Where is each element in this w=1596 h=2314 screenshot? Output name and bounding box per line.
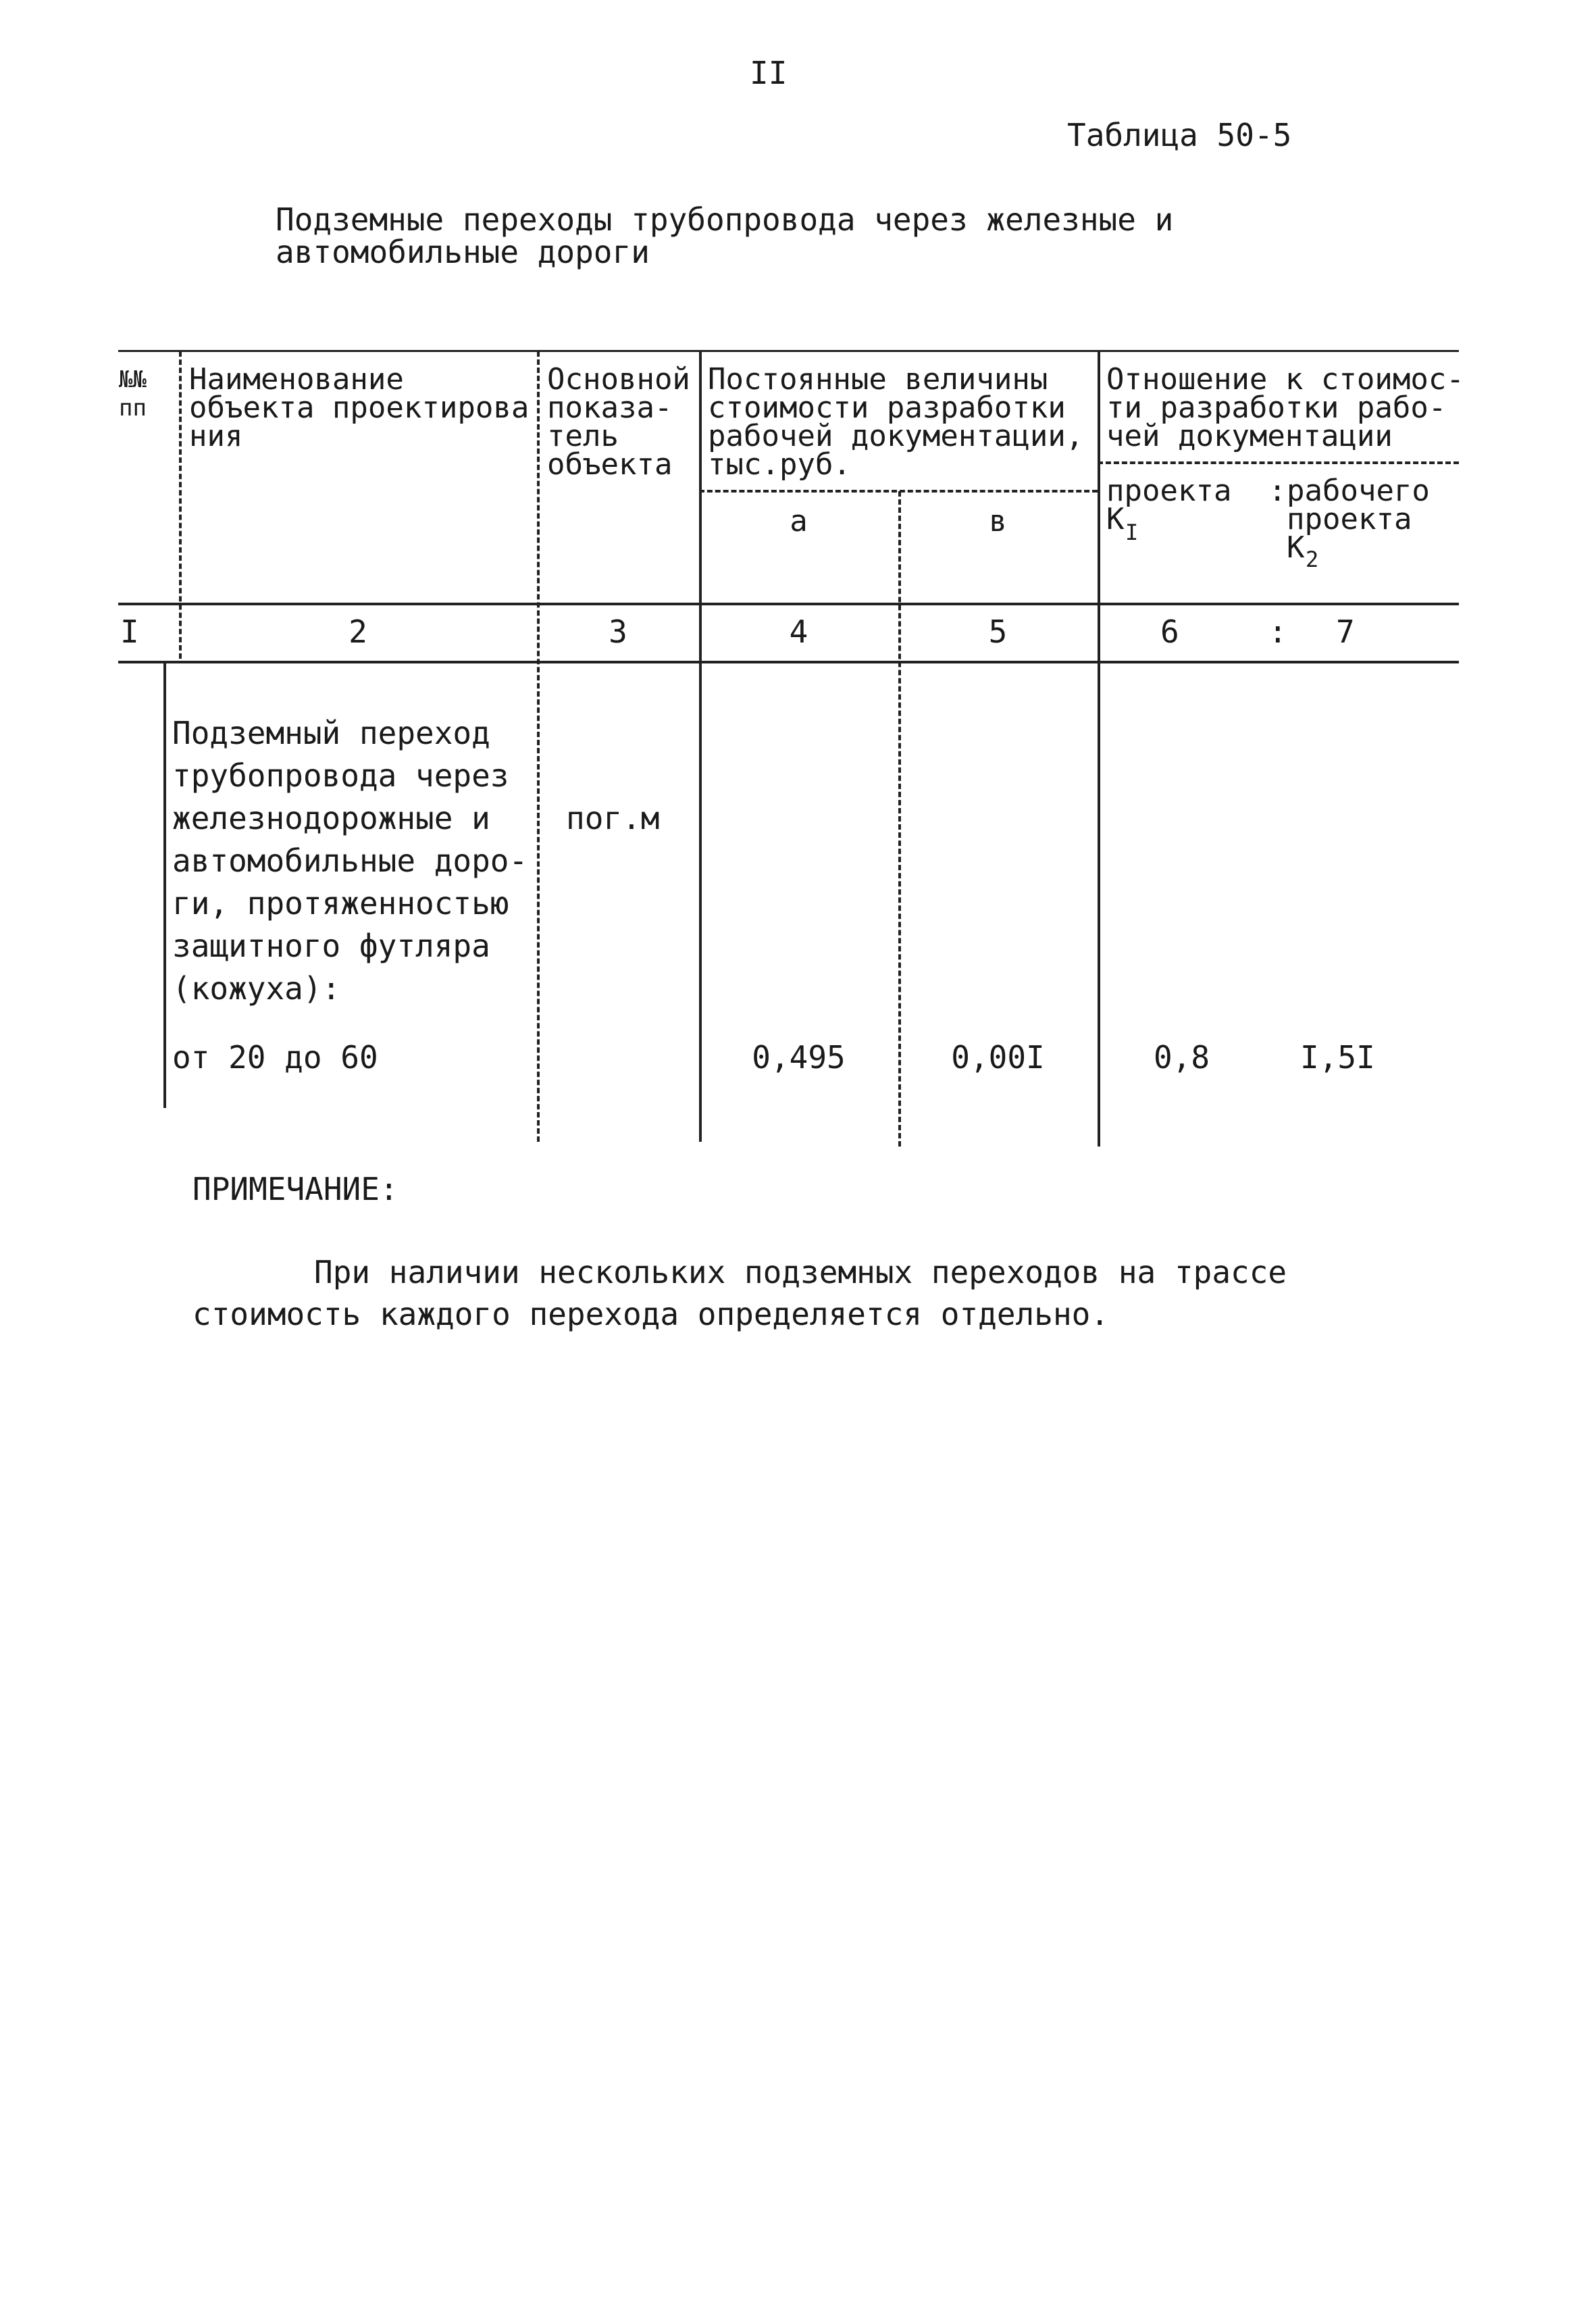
- note-label: ПРИМЕЧАНИЕ:: [192, 1171, 398, 1207]
- header-k2-symbol: К: [1287, 530, 1305, 565]
- row-name-line-4: автомобильные доро-: [172, 842, 528, 879]
- header-k1-subscript: I: [1125, 520, 1139, 545]
- header-bottom-rule: [118, 603, 1459, 605]
- header-const-line-4: тыс.руб.: [708, 447, 851, 482]
- row-name-line-5: ги, протяженностью: [172, 885, 509, 922]
- col-divider-2: [537, 351, 540, 1142]
- header-k1-symbol: К: [1106, 502, 1125, 536]
- header-indicator-line-2: показа-: [547, 391, 673, 425]
- numbers-bottom-rule: [118, 661, 1459, 663]
- col-number-separator: :: [1268, 613, 1287, 650]
- col-number-2: 2: [349, 613, 367, 650]
- page-number: II: [750, 55, 788, 91]
- row-value-k2: I,5I: [1300, 1039, 1375, 1076]
- subheader-rule-67: [1098, 461, 1459, 464]
- header-ratio-line-3: чей документации: [1106, 419, 1393, 453]
- header-name-line-2: объекта проектирова: [189, 391, 530, 425]
- header-name-line-3: ния: [189, 419, 243, 453]
- header-k2-label-2: проекта: [1287, 502, 1412, 536]
- header-name-line-1: Наименование: [189, 362, 404, 397]
- header-num-line-2: пп: [119, 395, 147, 422]
- header-k2-subscript: 2: [1306, 547, 1319, 572]
- row-value-a: 0,495: [752, 1039, 846, 1076]
- col-number-6: 6: [1160, 613, 1179, 650]
- header-sub-a: а: [790, 504, 808, 538]
- row-unit: пог.м: [566, 800, 660, 836]
- row-value-k1: 0,8: [1154, 1039, 1210, 1076]
- col-divider-5: [1098, 351, 1100, 1147]
- row-name-line-2: трубопровода через: [172, 757, 509, 794]
- header-indicator-line-4: объекта: [547, 447, 673, 482]
- note-line-2: стоимость каждого перехода определяется отдельно.: [192, 1296, 1110, 1332]
- table-label: Таблица 50-5: [1067, 117, 1292, 153]
- col-divider-3: [699, 351, 702, 1142]
- header-indicator-line-3: тель: [547, 419, 619, 453]
- col-number-4: 4: [789, 613, 808, 650]
- row-name-line-1: Подземный переход: [172, 715, 490, 751]
- col-number-5: 5: [988, 613, 1008, 650]
- header-indicator-line-1: Основной: [547, 362, 690, 397]
- header-sub-b: в: [989, 504, 1007, 538]
- header-k2-label-1: рабочего: [1287, 474, 1430, 508]
- row-value-b: 0,00I: [951, 1039, 1045, 1076]
- col-number-7: 7: [1336, 613, 1355, 650]
- header-const-line-2: стоимости разработки: [708, 391, 1066, 425]
- header-const-line-3: рабочей документации,: [708, 419, 1084, 453]
- col-number-3: 3: [609, 613, 627, 650]
- col-number-1: I: [120, 613, 139, 650]
- row-name-line-3: железнодорожные и: [172, 800, 490, 836]
- row-name-line-6: защитного футляра: [172, 928, 490, 964]
- row-name-line-7: (кожуха):: [172, 970, 341, 1007]
- row-range: от 20 до 60: [172, 1039, 378, 1076]
- header-k2-colon: :: [1268, 474, 1287, 508]
- header-ratio-line-2: ти разработки рабо-: [1106, 391, 1447, 425]
- col-divider-1-body: [163, 662, 166, 1108]
- header-num-line-1: №№: [119, 366, 147, 393]
- header-k1-label: проекта: [1106, 474, 1232, 508]
- header-const-line-1: Постоянные величины: [708, 362, 1048, 397]
- table-title-line-2: автомобильные дороги: [276, 234, 650, 270]
- header-ratio-line-1: Отношение к стоимос-: [1106, 362, 1464, 397]
- table-title-line-1: Подземные переходы трубопровода через железные и: [276, 201, 1174, 238]
- note-line-1: При наличии нескольких подземных переходов на трассе: [314, 1254, 1287, 1290]
- table-top-rule: [118, 350, 1459, 352]
